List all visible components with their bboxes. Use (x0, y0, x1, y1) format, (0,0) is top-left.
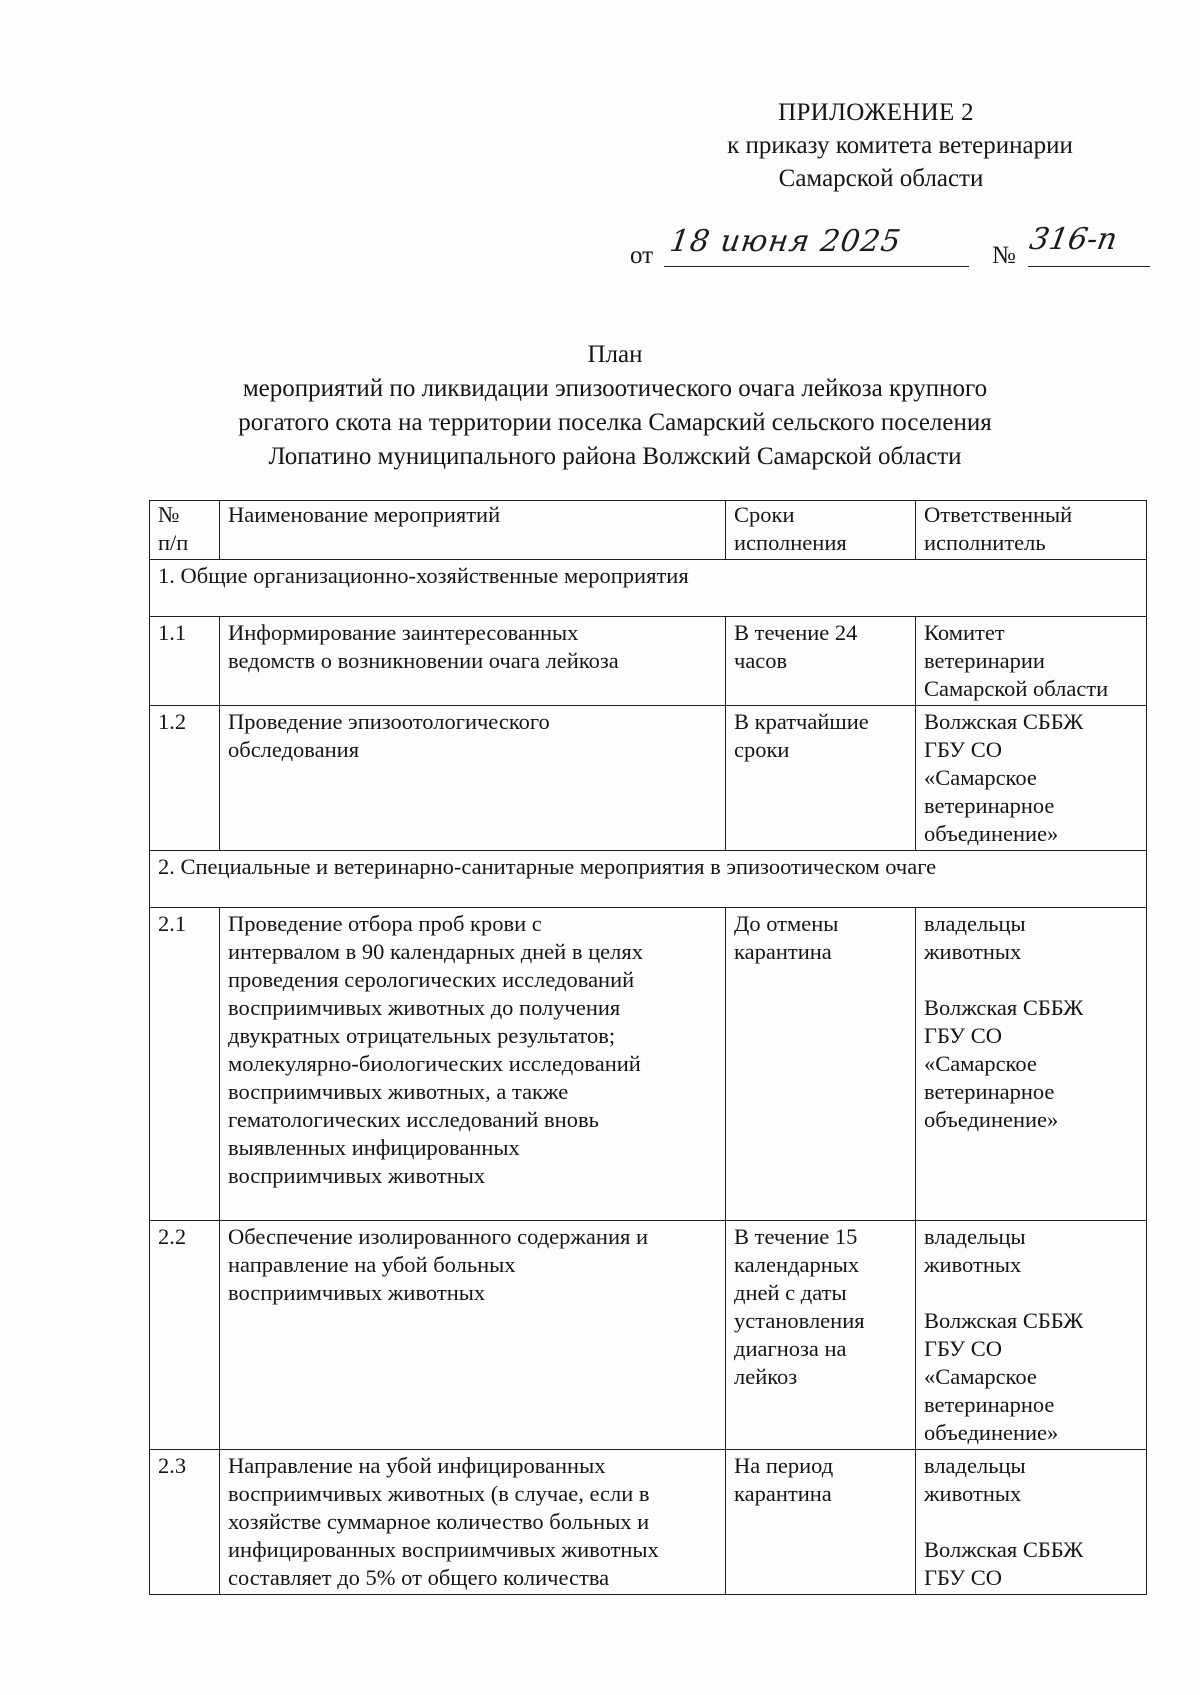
plan-table (149, 500, 1147, 1595)
table-row (150, 1221, 1147, 1450)
table-row (150, 706, 1147, 851)
section-row (150, 560, 1147, 617)
spacer (924, 1279, 1138, 1307)
plan-title-line: рогатого скота на территории поселка Самарский сельского поселения (238, 409, 992, 436)
plan-title-line: мероприятий по ликвидации эпизоотического очага лейкоза крупного (242, 375, 988, 402)
annex-order-reference: к приказу комитета ветеринарии (727, 132, 1073, 159)
row-term: На период карантина (726, 1450, 916, 1595)
plan-title-main: План (587, 341, 643, 368)
section-title: 1. Общие организационно-хозяйственные мероприятия (150, 560, 1147, 617)
annex-header (650, 96, 1130, 195)
row-term: До отмены карантина (726, 908, 916, 1221)
plan-title (90, 338, 1140, 474)
row-term: В кратчайшие сроки (726, 706, 916, 851)
table-header-row (150, 501, 1147, 560)
section-title: 2. Специальные и ветеринарно-санитарные мероприятия в эпизоотическом очаге (150, 851, 1147, 908)
annex-region: Самарской области (778, 165, 984, 192)
spacer (924, 1508, 1138, 1536)
row-term: В течение 15 календарных дней с даты установления диагноза на лейкоз (726, 1221, 916, 1450)
date-underline (664, 266, 969, 267)
order-from-label: от (630, 242, 654, 269)
row-number: 1.1 (150, 617, 220, 706)
header-cell-responsible: Ответственный исполнитель (916, 501, 1147, 560)
row-name: Проведение отбора проб крови с интервалом в 90 календарных дней в целях проведения серологических исследований восприимчивых животных до получения двукратных отрицательных результатов; молекулярно-биологических исследований восприимчивых животных, а также гематологических исследований вновь выявленных инфицированных восприимчивых животных (220, 908, 726, 1221)
row-responsible (916, 908, 1147, 1221)
row-number: 1.2 (150, 706, 220, 851)
section-row (150, 851, 1147, 908)
order-number-label: № (992, 242, 1016, 269)
annex-title: ПРИЛОЖЕНИЕ 2 (778, 99, 974, 126)
responsible-owners: владельцы животных (924, 1224, 1026, 1277)
row-name: Информирование заинтересованных ведомств о возникновении очага лейкоза (220, 617, 726, 706)
handwritten-order-date: 18 июня 2025 (667, 224, 904, 259)
responsible-vet-service: Волжская СББЖ ГБУ СО (924, 1537, 1084, 1590)
responsible-owners: владельцы животных (924, 911, 1026, 964)
header-cell-name: Наименование мероприятий (220, 501, 726, 560)
header-cell-term: Сроки исполнения (726, 501, 916, 560)
header-cell-number: № п/п (150, 501, 220, 560)
responsible-vet-service: Волжская СББЖ ГБУ СО «Самарское ветеринарное объединение» (924, 1308, 1084, 1445)
row-number: 2.2 (150, 1221, 220, 1450)
order-date-number (630, 222, 1150, 274)
row-responsible: Волжская СББЖ ГБУ СО «Самарское ветеринарное объединение» (916, 706, 1147, 851)
table-row (150, 617, 1147, 706)
plan-title-line: Лопатино муниципального района Волжский Самарской области (268, 443, 962, 470)
row-responsible (916, 1221, 1147, 1450)
handwritten-order-number: 316-п (1027, 222, 1120, 257)
responsible-owners: владельцы животных (924, 1453, 1026, 1506)
row-name: Проведение эпизоотологического обследования (220, 706, 726, 851)
row-responsible (916, 1450, 1147, 1595)
row-responsible: Комитет ветеринарии Самарской области (916, 617, 1147, 706)
spacer (924, 966, 1138, 994)
table-row (150, 908, 1147, 1221)
number-underline (1028, 266, 1150, 267)
row-number: 2.3 (150, 1450, 220, 1595)
table-row (150, 1450, 1147, 1595)
row-number: 2.1 (150, 908, 220, 1221)
row-name: Обеспечение изолированного содержания и направление на убой больных восприимчивых животных (220, 1221, 726, 1450)
responsible-vet-service: Волжская СББЖ ГБУ СО «Самарское ветеринарное объединение» (924, 995, 1084, 1132)
row-name: Направление на убой инфицированных восприимчивых животных (в случае, если в хозяйстве суммарное количество больных и инфицированных восприимчивых животных составляет до 5% от общего количества (220, 1450, 726, 1595)
row-term: В течение 24 часов (726, 617, 916, 706)
